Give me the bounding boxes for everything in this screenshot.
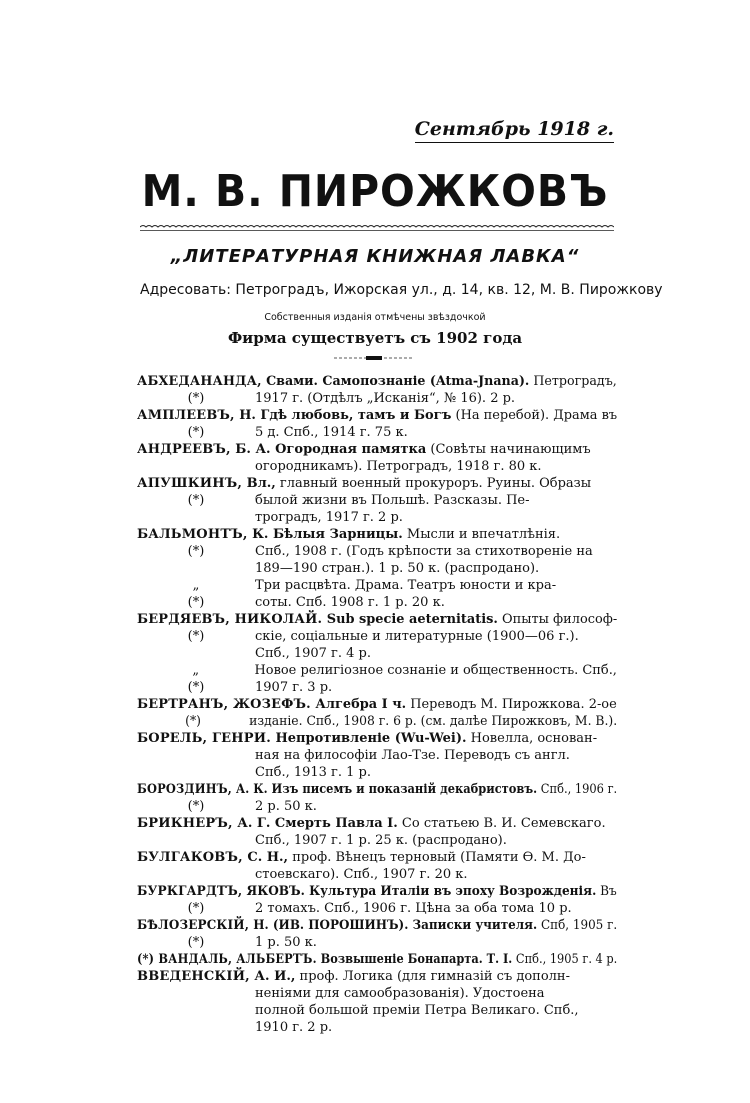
own-edition-mark: (*) [187, 493, 205, 508]
entry-author: БУРКГАРДТЪ, [137, 884, 243, 899]
entry-continuation-line [137, 458, 617, 475]
entry-continuation-line [137, 628, 617, 645]
entry-title: С. Н., [242, 850, 289, 865]
book-list [137, 373, 617, 1036]
book-entry [137, 526, 617, 611]
entry-first-line [137, 696, 617, 713]
entry-author: АНДРЕЕВЪ, [137, 442, 231, 457]
entry-title: Н. (ИВ. ПОРОШИНЪ). Записки учителя. [249, 918, 538, 933]
entry-line-text: 1 р. 50 к. [255, 935, 317, 950]
entry-author: БРИКНЕРЪ, [137, 816, 233, 831]
entry-title: Вл., [242, 476, 276, 491]
entry-title: Б. А. Огородная памятка [230, 442, 427, 457]
entry-title: А. Г. Смерть Павла I. [232, 816, 398, 831]
entry-line-text: троградъ, 1917 г. 2 р. [255, 510, 403, 525]
entry-details: (На перебой). Драма въ [451, 408, 618, 423]
entry-details: проф. Вѣнецъ терновый (Памяти Ѳ. М. До- [288, 850, 586, 865]
own-edition-mark: (*) [187, 680, 205, 695]
ornament-divider [334, 354, 414, 362]
entry-author: (*) ВАНДАЛЬ, АЛЬБЕРТЪ. [137, 952, 317, 967]
entry-title: Непротивленіе (Wu-Wei). [270, 731, 467, 746]
entry-author: БОРЕЛЬ, ГЕНРИ. [137, 731, 271, 746]
entry-first-line [137, 441, 617, 458]
own-edition-mark: (*) [185, 714, 201, 729]
entry-first-line [137, 883, 617, 900]
entry-details: главный военный прокуроръ. Руины. Образы [275, 476, 592, 491]
own-edition-mark: (*) [187, 935, 205, 950]
catalog-date: Сентябрь 1918 г. [415, 118, 614, 143]
entry-continuation-line [137, 764, 617, 781]
entry-line-text: 1907 г. 3 р. [255, 680, 333, 695]
entry-line-text: 189—190 стран.). 1 р. 50 к. (распродано). [255, 561, 540, 576]
shop-name: „ЛИТЕРАТУРНАЯ КНИЖНАЯ ЛАВКА“ [170, 246, 580, 267]
entry-continuation-line [137, 679, 617, 696]
entry-author: АМПЛЕЕВЪ, [137, 408, 235, 423]
entry-continuation-line [137, 832, 617, 849]
own-edition-mark: (*) [187, 425, 205, 440]
entry-continuation-line [137, 543, 617, 560]
entry-details: Со статьею В. И. Семевскаго. [397, 816, 606, 831]
entry-continuation-line [137, 985, 617, 1002]
entry-continuation-line [137, 577, 617, 594]
entry-line-text: неніями для самообразованія). Удостоена [255, 986, 545, 1001]
entry-first-line [137, 849, 617, 866]
entry-title: К. Бѣлыя Зарницы. [247, 527, 403, 542]
own-edition-mark: „ [192, 578, 200, 593]
book-entry [137, 407, 617, 441]
entry-line-text: 2 р. 50 к. [255, 799, 317, 814]
entry-line-text: 2 томахъ. Спб., 1906 г. Цѣна за оба тома 10 р. [255, 901, 572, 916]
entry-first-line [137, 730, 617, 747]
entry-continuation-line [137, 492, 617, 509]
entry-details: Переводъ М. Пирожкова. 2-ое [406, 697, 617, 712]
entry-line-text: Новое религіозное сознаніе и общественность. Спб., [254, 663, 617, 678]
entry-continuation-line [137, 645, 617, 662]
book-entry [137, 968, 617, 1036]
own-edition-mark: (*) [187, 901, 205, 916]
entry-line-text: Спб., 1913 г. 1 р. [255, 765, 371, 780]
entry-continuation-line [137, 424, 617, 441]
entry-details: Спб., 1906 г. [537, 782, 618, 797]
book-entry [137, 611, 617, 696]
own-edition-mark: (*) [187, 799, 205, 814]
entry-continuation-line [137, 1002, 617, 1019]
own-edition-mark: (*) [187, 391, 205, 406]
book-entry [137, 373, 617, 407]
entry-continuation-line [137, 1019, 617, 1036]
entry-continuation-line [137, 798, 617, 815]
entry-title: ЯКОВЪ. Культура Италіи въ эпоху Возрожденія. [242, 884, 597, 899]
entry-details: (Совѣты начинающимъ [426, 442, 591, 457]
book-entry [137, 696, 617, 730]
entry-line-text: стоевскаго). Спб., 1907 г. 20 к. [255, 867, 468, 882]
entry-details: Опыты философ- [497, 612, 618, 627]
wavy-rule-top [140, 224, 614, 232]
entry-continuation-line [137, 560, 617, 577]
entry-continuation-line [137, 900, 617, 917]
entry-line-text: Спб., 1908 г. (Годъ крѣпости за стихотвореніе на [255, 544, 593, 559]
book-entry [137, 849, 617, 883]
entry-continuation-line [137, 509, 617, 526]
entry-title: Возвышеніе Бонапарта. Т. I. [316, 952, 513, 967]
entry-author: БАЛЬМОНТЪ, [137, 527, 248, 542]
entry-author: ВВЕДЕНСКІЙ, [137, 969, 250, 984]
entry-line-text: соты. Спб. 1908 г. 1 р. 20 к. [255, 595, 445, 610]
book-entry [137, 730, 617, 781]
entry-line-text: былой жизни въ Польшѣ. Разсказы. Пе- [255, 493, 530, 508]
entry-author: БЕРТРАНЪ, ЖОЗЕФЪ. [137, 697, 311, 712]
entry-line-text: Спб., 1907 г. 1 р. 25 к. (распродано). [255, 833, 507, 848]
entry-continuation-line [137, 390, 617, 407]
entry-details: Въ [596, 884, 617, 899]
entry-line-text: Спб., 1907 г. 4 р. [255, 646, 371, 661]
entry-details: Петроградъ, [529, 374, 617, 389]
entry-line-text: ная на философіи Лао-Тзе. Переводъ съ англ. [255, 748, 570, 763]
entry-continuation-line [137, 866, 617, 883]
entry-details: Спб, 1905 г. [537, 918, 618, 933]
entry-author: АБХЕДАНАНДА, [137, 374, 262, 389]
own-edition-mark: (*) [187, 595, 205, 610]
entry-first-line [137, 407, 618, 424]
book-entry [137, 441, 617, 475]
entry-title: Свами. Самопознаніе (Atma-Jnana). [261, 374, 530, 389]
entry-first-line [137, 781, 618, 798]
entry-details: Спб., 1905 г. 4 р. [512, 952, 618, 967]
own-editions-note: Собственныя изданія отмѣчены звѣздочкой [264, 312, 486, 323]
own-edition-mark: „ [192, 663, 200, 678]
publisher-name: М. В. ПИРОЖКОВЪ [141, 166, 609, 217]
book-entry [137, 951, 617, 968]
entry-continuation-line [137, 747, 617, 764]
entry-continuation-line [137, 662, 615, 679]
entry-author: БЕРДЯЕВЪ, НИКОЛАЙ. [137, 612, 323, 627]
entry-line-text: 1910 г. 2 р. [255, 1020, 333, 1035]
entry-title: А. И., [249, 969, 296, 984]
entry-title: Н. Гдѣ любовь, тамъ и Богъ [234, 408, 452, 423]
own-edition-mark: (*) [187, 629, 205, 644]
book-entry [137, 815, 617, 849]
mailing-address: Адресовать: Петроградъ, Ижорская ул., д. 14, кв. 12, М. В. Пирожкову [140, 282, 663, 298]
entry-first-line [137, 475, 617, 492]
entry-first-line [137, 611, 618, 628]
entry-line-text: огородникамъ). Петроградъ, 1918 г. 80 к. [255, 459, 542, 474]
entry-first-line [137, 526, 617, 543]
entry-author: БУЛГАКОВЪ, [137, 850, 243, 865]
book-entry [137, 917, 617, 951]
entry-continuation-line [137, 713, 618, 730]
entry-first-line [137, 373, 617, 390]
entry-line-text: Три расцвѣта. Драма. Театръ юности и кра- [255, 578, 557, 593]
entry-title: Sub specie aeternitatis. [322, 612, 498, 627]
entry-author: АПУШКИНЪ, [137, 476, 243, 491]
entry-title: А. К. Изъ писемъ и показаній декабристовъ. [231, 782, 538, 797]
entry-title: Алгебра I ч. [310, 697, 407, 712]
entry-line-text: скіе, соціальные и литературные (1900—06 г.). [255, 629, 579, 644]
entry-line-text: полной большой преміи Петра Великаго. Спб., [255, 1003, 579, 1018]
own-edition-mark: (*) [187, 544, 205, 559]
entry-first-line [137, 815, 617, 832]
entry-line-text: 5 д. Спб., 1914 г. 75 к. [255, 425, 408, 440]
entry-continuation-line [137, 934, 617, 951]
entry-details: проф. Логика (для гимназій съ дополн- [295, 969, 570, 984]
entry-author: БѢЛОЗЕРСКІЙ, [137, 918, 250, 933]
entry-details: Новелла, основан- [466, 731, 598, 746]
entry-continuation-line [137, 594, 617, 611]
entry-first-line [137, 951, 618, 968]
book-entry [137, 475, 617, 526]
entry-line-text: изданіе. Спб., 1908 г. 6 р. (см. далѣе Пирожковъ, М. В.). [249, 714, 618, 729]
entry-first-line [137, 968, 617, 985]
entry-first-line [137, 917, 618, 934]
entry-line-text: 1917 г. (Отдѣлъ „Исканія“, № 16). 2 р. [255, 391, 516, 406]
book-entry [137, 883, 617, 917]
entry-author: БОРОЗДИНЪ, [137, 782, 232, 797]
firm-since: Фирма существуетъ съ 1902 года [227, 329, 523, 347]
book-entry [137, 781, 617, 815]
entry-details: Мысли и впечатлѣнія. [402, 527, 561, 542]
